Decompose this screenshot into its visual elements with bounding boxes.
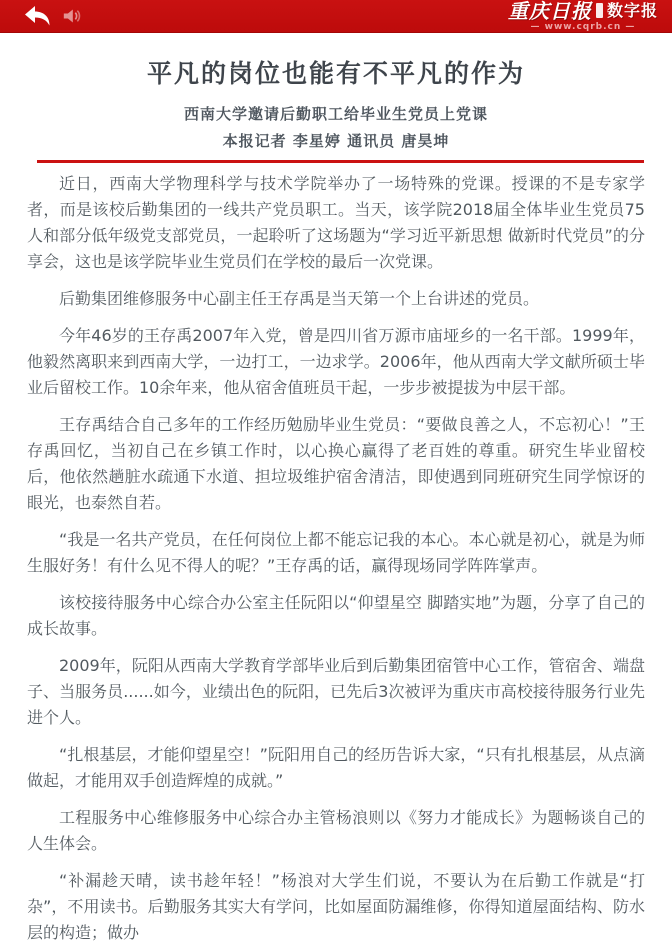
masthead-logo[interactable] [508, 1, 662, 32]
article-paragraph: 工程服务中心维修服务中心综合办主管杨浪则以《努力才能成长》为题畅谈自己的人生体会。 [27, 808, 645, 853]
back-icon [22, 5, 52, 27]
speaker-icon [62, 7, 82, 25]
masthead-website: — www.cqrb.cn — [530, 21, 636, 32]
read-aloud-button[interactable] [62, 7, 82, 25]
article-subtitle: 西南大学邀请后勤职工给毕业生党员上党课 [183, 105, 488, 123]
brand-seal [596, 3, 603, 18]
article-paragraph: 该校接待服务中心综合办公室主任阮阳以“仰望星空 脚踏实地”为题，分享了自己的成长故事。 [27, 593, 645, 638]
article-paragraph: “扎根基层，才能仰望星空！”阮阳用自己的经历告诉大家，“只有扎根基层，从点滴做起，才能用双手创造辉煌的成就。” [27, 745, 645, 790]
article-byline: 本报记者 李星婷 通讯员 唐昊坤 [222, 132, 450, 150]
masthead-bar [0, 0, 672, 33]
brand-name-script: 重庆日报 [507, 0, 592, 23]
article-body [0, 163, 672, 946]
article-paragraph: 近日，西南大学物理科学与技术学院举办了一场特殊的党课。授课的不是专家学者，而是该校后勤集团的一线共产党员职工。当天，该学院2018届全体毕业生党员75人和部分低年级党支部党员，一起聆听了这场题为“学习近平新思想 做新时代党员”的分享会，这也是该学院毕业生党员们在学校的最后一次党课。 [27, 174, 645, 271]
back-button[interactable] [22, 5, 52, 27]
article-title: 平凡的岗位也能有不平凡的作为 [146, 59, 525, 88]
article-paragraph: 王存禹结合自己多年的工作经历勉励毕业生党员：“要做良善之人，不忘初心！”王存禹回忆，当初自己在乡镇工作时，以心换心赢得了老百姓的尊重。研究生毕业留校后，他依然趟脏水疏通下水道、担垃圾维护宿舍清洁，即使遇到同班研究生同学惊讶的眼光，也泰然自若。 [27, 415, 645, 512]
article-paragraph: 今年46岁的王存禹2007年入党，曾是四川省万源市庙垭乡的一名干部。1999年，他毅然离职来到西南大学，一边打工，一边求学。2006年，他从西南大学文献所硕士毕业后留校工作。10余年来，他从宿舍值班员干起，一步步被提拔为中层干部。 [27, 326, 645, 397]
brand-row [508, 1, 658, 21]
article [0, 59, 672, 946]
article-paragraph: “补漏趁天晴，读书趁年轻！”杨浪对大学生们说，不要认为在后勤工作就是“打杂”，不用读书。后勤服务其实大有学问，比如屋面防漏维修，你得知道屋面结构、防水层的构造；做办 [27, 871, 645, 942]
article-paragraph: “我是一名共产党员，在任何岗位上都不能忘记我的本心。本心就是初心，就是为师生服好务！有什么见不得人的呢？”王存禹的话，赢得现场同学阵阵掌声。 [27, 530, 645, 575]
masthead-controls [22, 5, 82, 27]
brand-suffix: 数字报 [606, 0, 658, 20]
article-paragraph: 后勤集团维修服务中心副主任王存禹是当天第一个上台讲述的党员。 [59, 289, 540, 308]
article-paragraph: 2009年，阮阳从西南大学教育学部毕业后到后勤集团宿管中心工作，管宿舍、端盘子、当服务员......如今，业绩出色的阮阳，已先后3次被评为重庆市高校接待服务行业先进个人。 [27, 656, 645, 727]
